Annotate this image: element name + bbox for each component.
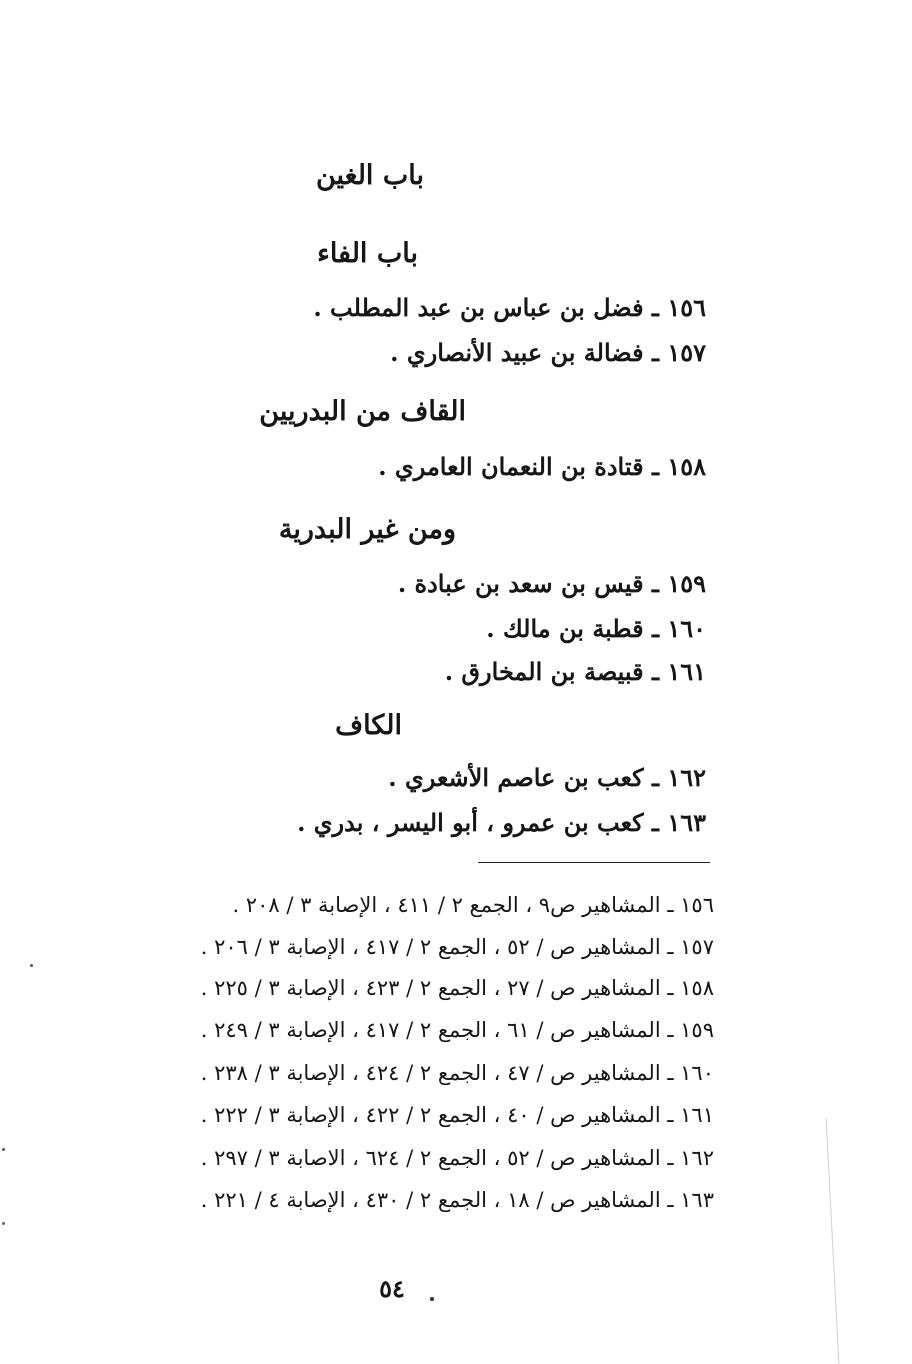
section-heading-fa: باب الفاء [317,238,418,269]
entry-162: ١٦٢ ـ كعب بن عاصم الأشعري . [388,763,706,792]
footnote-157: ١٥٧ ـ المشاهير ص / ٥٢ ، الجمع ٢ / ٤١٧ ، الإصابة ٣ / ٢٠٦ . [200,935,714,959]
scan-speck [2,1222,5,1225]
page-number: ٥٤ [379,1274,405,1303]
footnote-160: ١٦٠ ـ المشاهير ص / ٤٧ ، الجمع ٢ / ٤٢٤ ، الإصابة ٣ / ٢٣٨ . [200,1061,714,1085]
scan-speck [2,1148,5,1151]
footnote-163: ١٦٣ ـ المشاهير ص / ١٨ ، الجمع ٢ / ٤٣٠ ، الإصابة ٤ / ٢٢١ . [200,1188,714,1212]
footnote-separator [478,862,710,863]
entry-158: ١٥٨ ـ قتادة بن النعمان العامري . [378,452,706,481]
footnote-161: ١٦١ ـ المشاهير ص / ٤٠ ، الجمع ٢ / ٤٢٢ ، الإصابة ٣ / ٢٢٢ . [200,1103,714,1127]
entry-160: ١٦٠ ـ قطبة بن مالك . [486,614,706,643]
footnote-159: ١٥٩ ـ المشاهير ص / ٦١ ، الجمع ٢ / ٤١٧ ، الإصابة ٣ / ٢٤٩ . [200,1018,714,1042]
footnote-156: ١٥٦ ـ المشاهير ص٩ ، الجمع ٢ / ٤١١ ، الإصابة ٣ / ٢٠٨ . [232,893,714,917]
entry-157: ١٥٧ ـ فضالة بن عبيد الأنصاري . [390,338,706,367]
section-heading-qaf-badriyyin: القاف من البدريين [259,396,466,427]
section-heading-ghayr-badriyya: ومن غير البدرية [278,514,456,545]
footnote-162: ١٦٢ ـ المشاهير ص / ٥٢ ، الجمع ٢ / ٦٢٤ ، الاصابة ٣ / ٢٩٧ . [200,1146,714,1170]
footnote-158: ١٥٨ ـ المشاهير ص / ٢٧ ، الجمع ٢ / ٤٢٣ ، الإصابة ٣ / ٢٢٥ . [200,976,714,1000]
section-heading-ghayn: باب الغين [315,160,424,191]
entry-163: ١٦٣ ـ كعب بن عمرو ، أبو اليسر ، بدري . [297,808,706,837]
entry-156: ١٥٦ ـ فضل بن عباس بن عبد المطلب . [313,293,706,322]
scan-speck [430,1297,434,1301]
entry-161: ١٦١ ـ قبيصة بن المخارق . [444,657,706,686]
entry-159: ١٥٩ ـ قيس بن سعد بن عبادة . [397,569,706,598]
scan-speck [30,964,33,967]
section-heading-kaf: الكاف [335,710,402,741]
scan-page-edge [826,1118,840,1364]
